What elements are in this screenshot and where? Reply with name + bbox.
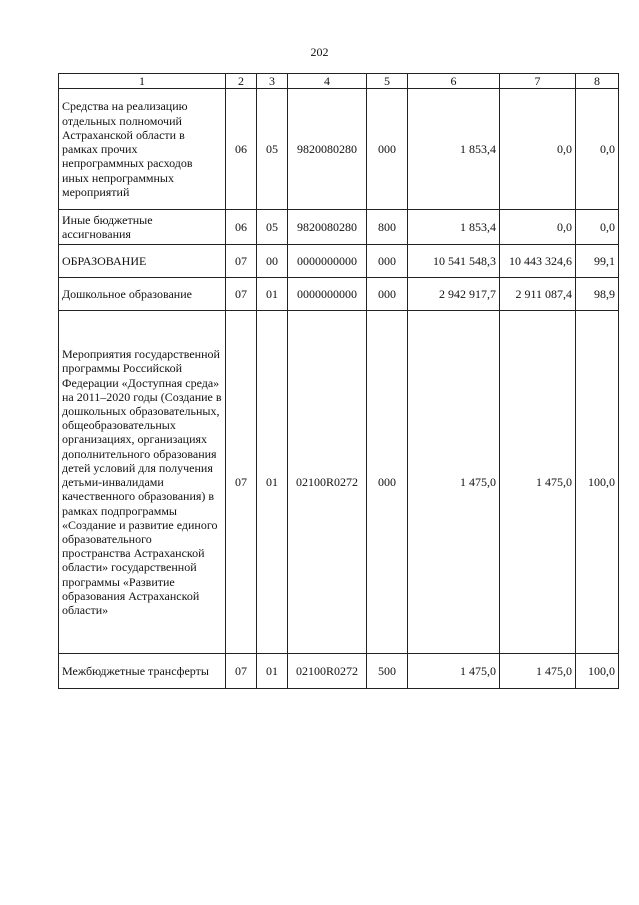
row-fact: 2 911 087,4 <box>500 278 576 311</box>
row-name: Средства на реализацию отдельных полномочий Астраханской области в рамках прочих непрограммных расходов иных непрограммных мероприятий <box>59 89 226 210</box>
row-expense-type: 800 <box>367 210 408 245</box>
page-number: 202 <box>310 45 329 59</box>
table-row <box>59 278 619 311</box>
column-header-7: 7 <box>500 74 576 89</box>
row-name: Мероприятия государственной программы Российской Федерации «Доступная среда» на 2011–2020 годы (Создание в дошкольных образовательных, общеобразовательных организациях, организациях дополнительного образования детей условий для получения детьми-инвалидами качественного образования) в рамках подпрограммы «Создание и развитие единого образовательного пространства Астраханской области» государственной программы «Развитие образования Астраханской области» <box>59 311 226 654</box>
row-percent: 0,0 <box>576 210 619 245</box>
row-fact: 0,0 <box>500 210 576 245</box>
row-percent: 98,9 <box>576 278 619 311</box>
row-percent: 100,0 <box>576 311 619 654</box>
row-section: 06 <box>226 89 257 210</box>
row-subsection: 01 <box>257 278 288 311</box>
row-percent: 99,1 <box>576 245 619 278</box>
row-target-code: 9820080280 <box>288 210 367 245</box>
row-fact: 0,0 <box>500 89 576 210</box>
row-section: 07 <box>226 654 257 689</box>
column-header-4: 4 <box>288 74 367 89</box>
row-plan: 1 853,4 <box>408 89 500 210</box>
row-section: 07 <box>226 278 257 311</box>
row-target-code: 02100R0272 <box>288 311 367 654</box>
table-row <box>59 654 619 689</box>
row-name: Иные бюджетные ассигнования <box>59 210 226 245</box>
row-expense-type: 000 <box>367 245 408 278</box>
column-header-5: 5 <box>367 74 408 89</box>
column-header-2: 2 <box>226 74 257 89</box>
row-target-code: 0000000000 <box>288 278 367 311</box>
budget-table <box>58 73 619 689</box>
row-subsection: 05 <box>257 210 288 245</box>
row-expense-type: 000 <box>367 311 408 654</box>
row-section: 06 <box>226 210 257 245</box>
row-plan: 2 942 917,7 <box>408 278 500 311</box>
row-section: 07 <box>226 245 257 278</box>
row-fact: 10 443 324,6 <box>500 245 576 278</box>
row-target-code: 0000000000 <box>288 245 367 278</box>
row-expense-type: 500 <box>367 654 408 689</box>
row-name: Межбюджетные трансферты <box>59 654 226 689</box>
row-subsection: 01 <box>257 311 288 654</box>
row-subsection: 05 <box>257 89 288 210</box>
row-target-code: 9820080280 <box>288 89 367 210</box>
row-percent: 0,0 <box>576 89 619 210</box>
row-subsection: 01 <box>257 654 288 689</box>
column-header-6: 6 <box>408 74 500 89</box>
row-fact: 1 475,0 <box>500 654 576 689</box>
row-expense-type: 000 <box>367 278 408 311</box>
row-target-code: 02100R0272 <box>288 654 367 689</box>
table-row <box>59 210 619 245</box>
row-subsection: 00 <box>257 245 288 278</box>
row-expense-type: 000 <box>367 89 408 210</box>
column-header-1: 1 <box>59 74 226 89</box>
row-name: ОБРАЗОВАНИЕ <box>59 245 226 278</box>
table-row <box>59 311 619 654</box>
row-plan: 10 541 548,3 <box>408 245 500 278</box>
row-section: 07 <box>226 311 257 654</box>
row-fact: 1 475,0 <box>500 311 576 654</box>
row-plan: 1 475,0 <box>408 654 500 689</box>
column-header-3: 3 <box>257 74 288 89</box>
column-header-8: 8 <box>576 74 619 89</box>
row-plan: 1 475,0 <box>408 311 500 654</box>
table-row <box>59 245 619 278</box>
row-percent: 100,0 <box>576 654 619 689</box>
header-row <box>59 74 619 89</box>
row-name: Дошкольное образование <box>59 278 226 311</box>
table-row <box>59 89 619 210</box>
row-plan: 1 853,4 <box>408 210 500 245</box>
